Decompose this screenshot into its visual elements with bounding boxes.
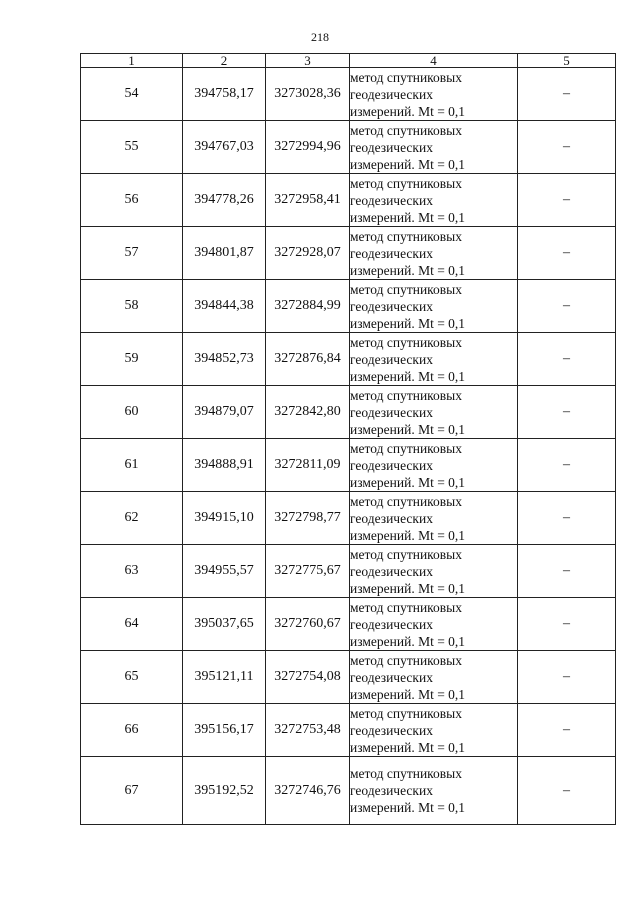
x-coordinate-cell: 394888,91 [183,439,266,492]
point-number-cell: 54 [81,68,183,121]
y-coordinate-cell: 3272746,76 [266,757,350,825]
note-cell: – [518,757,616,825]
table-row [81,492,616,545]
x-coordinate-cell: 394852,73 [183,333,266,386]
method-line: измерений. Mt = 0,1 [350,315,466,331]
x-coordinate-cell: 394758,17 [183,68,266,121]
table-row [81,757,616,825]
y-coordinate-cell: 3272760,67 [266,598,350,651]
method-line: метод спутниковых [350,69,462,85]
method-line: измерений. Mt = 0,1 [350,368,466,384]
method-line: метод спутниковых [350,387,462,403]
method-cell [350,68,518,121]
x-coordinate-cell: 394955,57 [183,545,266,598]
point-number-cell: 60 [81,386,183,439]
method-line: метод спутниковых [350,334,462,350]
note-cell: – [518,280,616,333]
method-line: метод спутниковых [350,228,462,244]
method-cell [350,492,518,545]
method-line: геодезических [350,616,433,632]
method-cell [350,545,518,598]
note-cell: – [518,492,616,545]
method-line: геодезических [350,510,433,526]
method-cell [350,439,518,492]
point-number-cell: 55 [81,121,183,174]
point-number-cell: 57 [81,227,183,280]
column-header: 2 [183,54,266,68]
method-line: геодезических [350,669,433,685]
y-coordinate-cell: 3272994,96 [266,121,350,174]
method-line: метод спутниковых [350,766,462,781]
method-line: метод спутниковых [350,599,462,615]
y-coordinate-cell: 3272928,07 [266,227,350,280]
note-cell: – [518,174,616,227]
method-line: измерений. Mt = 0,1 [350,527,466,543]
y-coordinate-cell: 3272753,48 [266,704,350,757]
method-line: геодезических [350,298,433,314]
method-line: геодезических [350,563,433,579]
column-header: 3 [266,54,350,68]
method-line: метод спутниковых [350,493,462,509]
table-row [81,439,616,492]
method-line: метод спутниковых [350,175,462,191]
method-line: измерений. Mt = 0,1 [350,262,466,278]
note-cell: – [518,439,616,492]
y-coordinate-cell: 3272842,80 [266,386,350,439]
method-cell [350,174,518,227]
x-coordinate-cell: 394778,26 [183,174,266,227]
method-line: геодезических [350,404,433,420]
point-number-cell: 56 [81,174,183,227]
method-line: измерений. Mt = 0,1 [350,633,466,649]
coordinates-table [80,53,616,825]
method-line: геодезических [350,457,433,473]
method-cell [350,757,518,825]
method-cell [350,333,518,386]
column-header: 4 [350,54,518,68]
x-coordinate-cell: 394879,07 [183,386,266,439]
point-number-cell: 62 [81,492,183,545]
x-coordinate-cell: 394767,03 [183,121,266,174]
method-line: метод спутниковых [350,122,462,138]
y-coordinate-cell: 3272811,09 [266,439,350,492]
method-line: геодезических [350,351,433,367]
note-cell: – [518,598,616,651]
method-cell [350,121,518,174]
column-header: 5 [518,54,616,68]
note-cell: – [518,68,616,121]
x-coordinate-cell: 394844,38 [183,280,266,333]
point-number-cell: 59 [81,333,183,386]
x-coordinate-cell: 394915,10 [183,492,266,545]
point-number-cell: 58 [81,280,183,333]
table-row [81,121,616,174]
note-cell: – [518,704,616,757]
method-cell [350,704,518,757]
note-cell: – [518,333,616,386]
note-cell: – [518,121,616,174]
y-coordinate-cell: 3272754,08 [266,651,350,704]
table-row [81,68,616,121]
y-coordinate-cell: 3272876,84 [266,333,350,386]
method-line: геодезических [350,139,433,155]
method-line: геодезических [350,245,433,261]
note-cell: – [518,227,616,280]
method-line: геодезических [350,192,433,208]
table-row [81,704,616,757]
method-line: измерений. Mt = 0,1 [350,739,466,755]
point-number-cell: 61 [81,439,183,492]
point-number-cell: 67 [81,757,183,825]
y-coordinate-cell: 3273028,36 [266,68,350,121]
x-coordinate-cell: 394801,87 [183,227,266,280]
method-line: метод спутниковых [350,440,462,456]
method-line: метод спутниковых [350,705,462,721]
table-row [81,651,616,704]
table-header-row [81,54,616,68]
point-number-cell: 65 [81,651,183,704]
table-row [81,174,616,227]
method-line: геодезических [350,86,433,102]
x-coordinate-cell: 395037,65 [183,598,266,651]
table-row [81,545,616,598]
note-cell: – [518,651,616,704]
table-body [81,68,616,825]
method-line: геодезических [350,783,433,798]
method-line: измерений. Mt = 0,1 [350,156,466,172]
x-coordinate-cell: 395156,17 [183,704,266,757]
method-line: метод спутниковых [350,546,462,562]
method-line: метод спутниковых [350,652,462,668]
table-row [81,386,616,439]
point-number-cell: 63 [81,545,183,598]
column-header: 1 [81,54,183,68]
method-line: измерений. Mt = 0,1 [350,421,466,437]
method-cell [350,651,518,704]
method-line: измерений. Mt = 0,1 [350,800,466,815]
x-coordinate-cell: 395192,52 [183,757,266,825]
y-coordinate-cell: 3272775,67 [266,545,350,598]
point-number-cell: 64 [81,598,183,651]
table-row [81,333,616,386]
method-cell [350,386,518,439]
y-coordinate-cell: 3272958,41 [266,174,350,227]
table-row [81,598,616,651]
y-coordinate-cell: 3272884,99 [266,280,350,333]
note-cell: – [518,386,616,439]
method-line: измерений. Mt = 0,1 [350,103,466,119]
method-line: измерений. Mt = 0,1 [350,474,466,490]
method-cell [350,598,518,651]
x-coordinate-cell: 395121,11 [183,651,266,704]
table-row [81,280,616,333]
page-number: 218 [311,30,329,44]
method-line: измерений. Mt = 0,1 [350,580,466,596]
method-cell [350,227,518,280]
method-line: измерений. Mt = 0,1 [350,686,466,702]
y-coordinate-cell: 3272798,77 [266,492,350,545]
method-line: геодезических [350,722,433,738]
method-cell [350,280,518,333]
table-row [81,227,616,280]
method-line: метод спутниковых [350,281,462,297]
point-number-cell: 66 [81,704,183,757]
note-cell: – [518,545,616,598]
method-line: измерений. Mt = 0,1 [350,209,466,225]
